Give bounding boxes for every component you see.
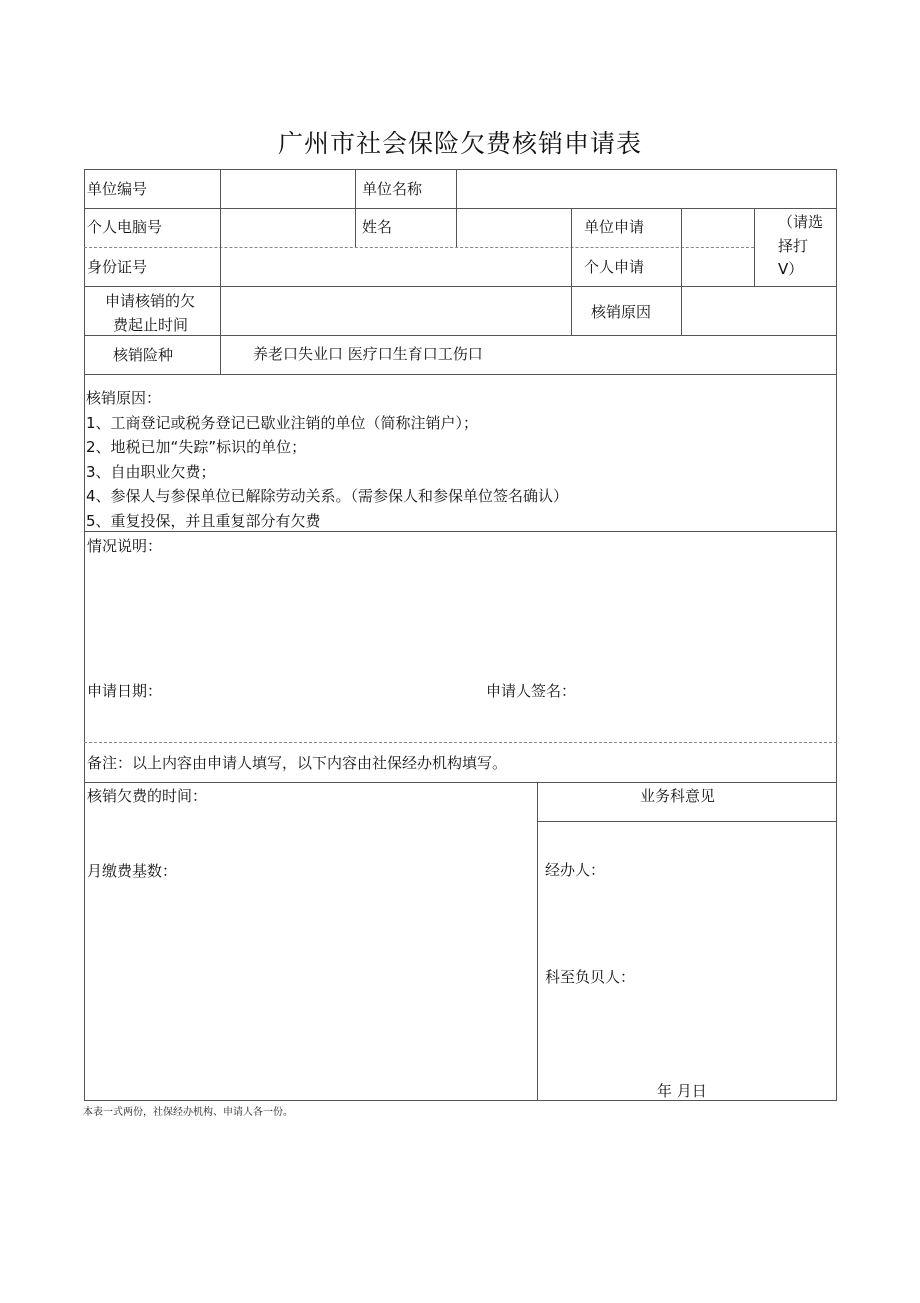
choose-note-line-1: （请选 xyxy=(778,213,824,231)
row-divider xyxy=(537,821,837,822)
handler-label: 经办人： xyxy=(545,861,606,879)
label-id-no: 身份证号 xyxy=(87,258,148,276)
row-divider xyxy=(84,742,837,743)
section-chief-label: 科至负贝人： xyxy=(545,968,636,986)
choose-note-line-2: 择打 xyxy=(778,237,809,255)
monthly-base-label: 月缴费基数： xyxy=(87,862,178,880)
reason-item: 1、工商登记或税务登记已歇业注销的单位（简称注销户）； xyxy=(86,413,479,432)
label-unit-name: 单位名称 xyxy=(362,180,423,198)
unit-name-field[interactable] xyxy=(457,170,836,207)
label-unit-no: 单位编号 xyxy=(87,180,148,198)
label-pc-no: 个人电脑号 xyxy=(87,218,163,236)
unit-no-field[interactable] xyxy=(221,170,354,207)
label-period-line-2: 费起止时间 xyxy=(113,316,189,334)
situation-heading: 情况说明： xyxy=(87,537,163,555)
col-divider xyxy=(355,169,356,247)
label-write-off-reason: 核销原因 xyxy=(591,303,652,321)
footnote: 本表一式两份，社保经办机构、申请人各一份。 xyxy=(83,1107,293,1118)
choose-note-line-3: V） xyxy=(778,260,804,278)
period-field[interactable] xyxy=(221,287,570,334)
write-off-reasons xyxy=(86,386,568,533)
personal-apply-checkbox[interactable] xyxy=(682,248,753,285)
unit-apply-checkbox[interactable] xyxy=(682,209,753,246)
reason-item: 4、参保人与参保单位已解除劳动关系。（需参保人和参保单位签名确认） xyxy=(86,487,569,505)
reason-item: 2、地税已加“失踪”标识的单位； xyxy=(86,438,307,456)
applicant-sign-label: 申请人签名： xyxy=(486,682,577,700)
reason-item: 5、重复投保，并且重复部分有欠费 xyxy=(86,511,321,530)
reasons-heading: 核销原因： xyxy=(86,389,162,407)
label-personal-apply: 个人申请 xyxy=(584,258,645,276)
row-divider xyxy=(84,374,837,375)
situation-field[interactable] xyxy=(85,560,836,675)
form-title: 广州市社会保险欠费核销申请表 xyxy=(277,129,642,158)
apply-date-label: 申请日期： xyxy=(87,682,163,700)
pc-no-field[interactable] xyxy=(221,209,354,246)
reason-item: 3、自由职业欠费； xyxy=(86,462,216,481)
note-text: 备注：以上内容由申请人填写，以下内容由社保经办机构填写。 xyxy=(87,754,508,772)
name-field[interactable] xyxy=(457,209,570,246)
col-divider xyxy=(754,208,755,286)
col-divider xyxy=(537,782,538,1101)
id-no-field[interactable] xyxy=(221,248,570,285)
office-date: 年 月日 xyxy=(657,1082,707,1100)
row-divider xyxy=(84,335,837,336)
label-name: 姓名 xyxy=(362,218,393,236)
label-unit-apply: 单位申请 xyxy=(584,218,645,236)
col-divider xyxy=(571,208,572,335)
write-off-reason-field[interactable] xyxy=(682,287,836,334)
insurance-type-options[interactable]: 养老口失业口 医疗口生育口工伤口 xyxy=(253,345,483,363)
label-period-line-1: 申请核销的欠 xyxy=(105,292,196,310)
label-insurance-type: 核销险种 xyxy=(113,346,174,364)
write-off-time-label: 核销欠费的时间： xyxy=(87,787,208,805)
dept-opinion-heading: 业务科意见 xyxy=(640,787,716,805)
row-divider xyxy=(84,782,837,783)
